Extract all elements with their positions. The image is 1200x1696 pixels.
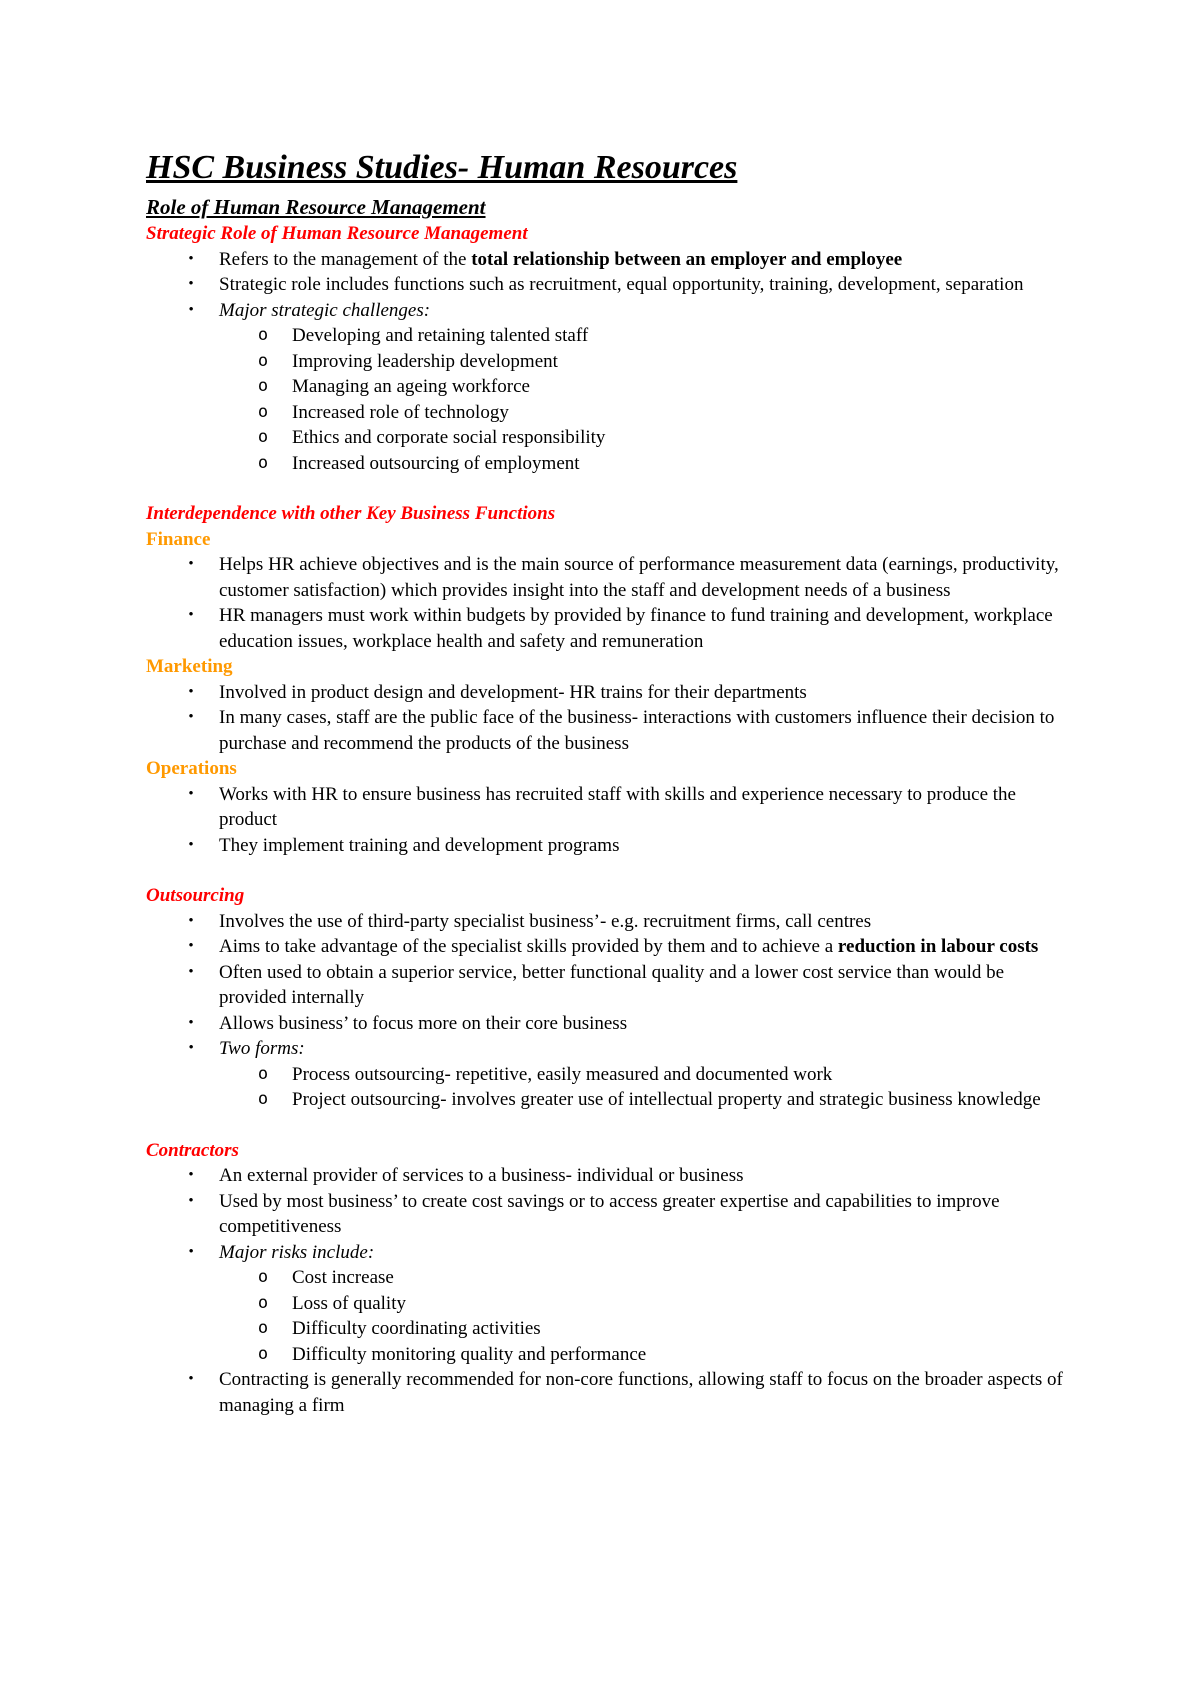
bullet-o-icon: o — [257, 401, 269, 422]
list-item — [146, 1367, 1076, 1418]
list-item-text: In many cases, staff are the public face of the business- interactions with customers influence their decision to purchase and recommend the products of the business — [219, 707, 1055, 754]
bullet-icon: • — [188, 607, 194, 623]
finance-list — [146, 552, 1076, 654]
list-item — [146, 833, 1076, 859]
list-item-text: Helps HR achieve objectives and is the main source of performance measurement data (earnings, productivity, customer satisfaction) which provides insight into the staff and development needs of a business — [219, 554, 1059, 601]
strategic-list — [146, 247, 1076, 477]
bullet-icon: • — [188, 1371, 194, 1387]
list-item-text: Difficulty coordinating activities — [292, 1318, 541, 1339]
sub-list-item — [146, 1265, 1076, 1291]
sub-list-item — [146, 451, 1076, 477]
list-item — [146, 705, 1076, 756]
contractors-list — [146, 1163, 1076, 1418]
list-item — [146, 1189, 1076, 1240]
bullet-o-icon: o — [257, 452, 269, 473]
spacer — [146, 476, 1076, 501]
list-item-text: Involves the use of third-party specialist business’- e.g. recruitment firms, call centres — [219, 910, 872, 932]
list-item — [146, 934, 1076, 960]
list-item-text: Major risks include: — [219, 1241, 375, 1263]
bullet-o-icon: o — [257, 427, 269, 447]
bullet-o-icon: o — [257, 1318, 269, 1338]
bullet-o-icon: o — [257, 1089, 269, 1109]
sub-list-item — [146, 374, 1076, 400]
list-item-text: Difficulty monitoring quality and performance — [292, 1343, 647, 1365]
list-item-text: Involved in product design and development- HR trains for their departments — [219, 681, 807, 703]
list-item — [146, 298, 1076, 324]
document-content — [146, 146, 1076, 1418]
section-title-role: Role of Human Resource Management — [146, 195, 486, 219]
bullet-icon: • — [188, 709, 194, 725]
bullet-icon: • — [188, 250, 194, 267]
sub-list-item — [146, 425, 1076, 451]
sub-list-item — [146, 1062, 1076, 1088]
bullet-o-icon: o — [257, 325, 269, 345]
list-item-text: An external provider of services to a business- individual or business — [219, 1165, 744, 1186]
document-title: HSC Business Studies- Human Resources — [146, 149, 738, 186]
list-item-text: Increased role of technology — [292, 401, 509, 423]
sub-list-item — [146, 323, 1076, 349]
bullet-o-icon: o — [257, 1343, 269, 1364]
sub-list-item — [146, 1316, 1076, 1342]
list-item-text: Process outsourcing- repetitive, easily measured and documented work — [292, 1063, 833, 1085]
list-item — [146, 1011, 1076, 1037]
bullet-icon: • — [188, 1040, 194, 1056]
spacer — [146, 858, 1076, 883]
list-item — [146, 603, 1076, 654]
sub-list-item — [146, 1291, 1076, 1317]
list-item-text: Contracting is generally recommended for non-core functions, allowing staff to focus on the broader aspects of managing a firm — [219, 1369, 1063, 1416]
sub-list-item — [146, 400, 1076, 426]
bold-text: reduction in labour costs — [837, 936, 1039, 957]
bullet-icon: • — [188, 1243, 194, 1260]
bullet-icon: • — [188, 785, 194, 802]
bullet-icon: • — [188, 683, 194, 700]
list-item-text: Improving leadership development — [292, 350, 558, 372]
bullet-icon: • — [188, 963, 194, 980]
list-item-text: Project outsourcing- involves greater use of intellectual property and strategic business knowledge — [292, 1089, 1041, 1110]
list-item — [146, 960, 1076, 1011]
bullet-o-icon: o — [257, 350, 269, 371]
list-item-text: Cost increase — [292, 1267, 394, 1288]
list-item — [146, 909, 1076, 935]
list-item — [146, 1036, 1076, 1062]
list-item-text: Strategic role includes functions such as recruitment, equal opportunity, training, development, separation — [219, 274, 1024, 295]
sub-list-item — [146, 1087, 1076, 1113]
list-item-text: Developing and retaining talented staff — [292, 325, 589, 346]
heading-marketing: Marketing — [146, 656, 233, 677]
bullet-o-icon: o — [257, 1292, 269, 1313]
list-item-text: Aims to take advantage of the specialist skills provided by them and to achieve a — [219, 936, 838, 957]
bullet-o-icon: o — [257, 1267, 269, 1287]
list-item-text: Two forms: — [219, 1038, 305, 1059]
list-item — [146, 782, 1076, 833]
bullet-icon: • — [188, 1167, 194, 1183]
bullet-o-icon: o — [257, 376, 269, 396]
list-item-text: HR managers must work within budgets by provided by finance to fund training and development, workplace education issues, workplace health and safety and remuneration — [219, 605, 1053, 652]
bullet-icon: • — [188, 1014, 194, 1031]
bullet-icon: • — [188, 276, 194, 292]
list-item — [146, 272, 1076, 298]
heading-operations: Operations — [146, 758, 237, 779]
bullet-icon: • — [188, 938, 194, 954]
bullet-icon: • — [188, 912, 194, 929]
list-item-text: Often used to obtain a superior service, better functional quality and a lower cost service than would be provided internally — [219, 961, 1005, 1008]
list-item — [146, 1240, 1076, 1266]
list-item — [146, 552, 1076, 603]
bullet-icon: • — [188, 836, 194, 853]
outsourcing-list — [146, 909, 1076, 1113]
sub-list-item — [146, 1342, 1076, 1368]
spacer — [146, 1113, 1076, 1138]
list-item-text: Used by most business’ to create cost savings or to access greater expertise and capabilities to improve competitiveness — [219, 1190, 1000, 1237]
heading-contractors: Contractors — [146, 1139, 239, 1161]
list-item-text: Major strategic challenges: — [219, 299, 431, 321]
heading-interdependence: Interdependence with other Key Business Functions — [146, 503, 556, 524]
list-item-text: They implement training and development programs — [219, 834, 620, 856]
sub-list-item — [146, 349, 1076, 375]
list-item — [146, 1163, 1076, 1189]
heading-outsourcing: Outsourcing — [146, 885, 245, 906]
list-item-text: Works with HR to ensure business has recruited staff with skills and experience necessary to produce the product — [219, 783, 1016, 830]
list-item-text: Ethics and corporate social responsibility — [292, 427, 606, 448]
bullet-icon: • — [188, 556, 194, 572]
bullet-icon: • — [188, 301, 194, 318]
list-item-text: Managing an ageing workforce — [292, 376, 530, 397]
marketing-list — [146, 680, 1076, 757]
list-item-text: Increased outsourcing of employment — [292, 452, 580, 474]
list-item-text: Loss of quality — [292, 1292, 406, 1314]
list-item-text: Allows business’ to focus more on their core business — [219, 1012, 628, 1034]
list-item — [146, 247, 1076, 273]
bullet-icon: • — [188, 1192, 194, 1209]
heading-strategic-role: Strategic Role of Human Resource Management — [146, 223, 528, 244]
heading-finance: Finance — [146, 528, 211, 550]
list-item-text: Refers to the management of the — [219, 248, 472, 270]
operations-list — [146, 782, 1076, 859]
bullet-o-icon: o — [257, 1063, 269, 1084]
bold-text: total relationship between an employer and employee — [471, 248, 903, 270]
list-item — [146, 680, 1076, 706]
